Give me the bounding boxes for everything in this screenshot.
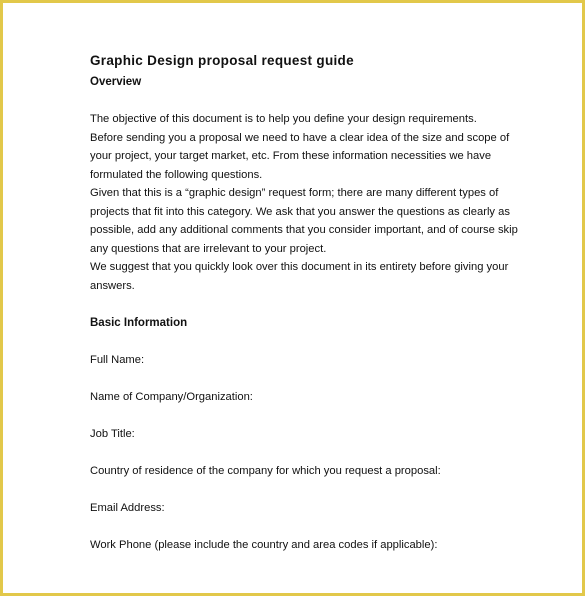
- email-field-label: Email Address:: [90, 502, 165, 514]
- overview-heading: Overview: [90, 76, 142, 88]
- intro-line: Before sending you a proposal we need to have a clear idea of the size and scope of: [90, 131, 510, 144]
- document-title: Graphic Design proposal request guide: [90, 53, 354, 68]
- intro-line: We suggest that you quickly look over this document in its entirety before giving your: [90, 261, 509, 273]
- intro-line: answers.: [90, 279, 135, 292]
- intro-line: projects that fit into this category. We ask that you answer the questions as clearly as: [90, 205, 510, 218]
- intro-line: any questions that are irrelevant to your project.: [90, 242, 327, 255]
- intro-line: The objective of this document is to help you define your design requirements.: [90, 113, 477, 125]
- intro-line: formulated the following questions.: [90, 168, 263, 181]
- work-phone-field-label: Work Phone (please include the country and area codes if applicable):: [90, 539, 438, 551]
- intro-line: possible, add any additional comments that you consider important, and of course skip: [90, 224, 518, 236]
- company-name-field-label: Name of Company/Organization:: [90, 391, 253, 403]
- intro-line: your project, your target market, etc. From these information necessities we have: [90, 150, 492, 162]
- basic-information-heading: Basic Information: [90, 317, 188, 329]
- intro-line: Given that this is a “graphic design” request form; there are many different types of: [90, 187, 499, 199]
- intro-paragraph: [90, 110, 520, 295]
- full-name-field-label: Full Name:: [90, 354, 145, 366]
- country-field-label: Country of residence of the company for which you request a proposal:: [90, 465, 441, 477]
- job-title-field-label: Job Title:: [90, 428, 135, 440]
- document-page: [90, 51, 520, 554]
